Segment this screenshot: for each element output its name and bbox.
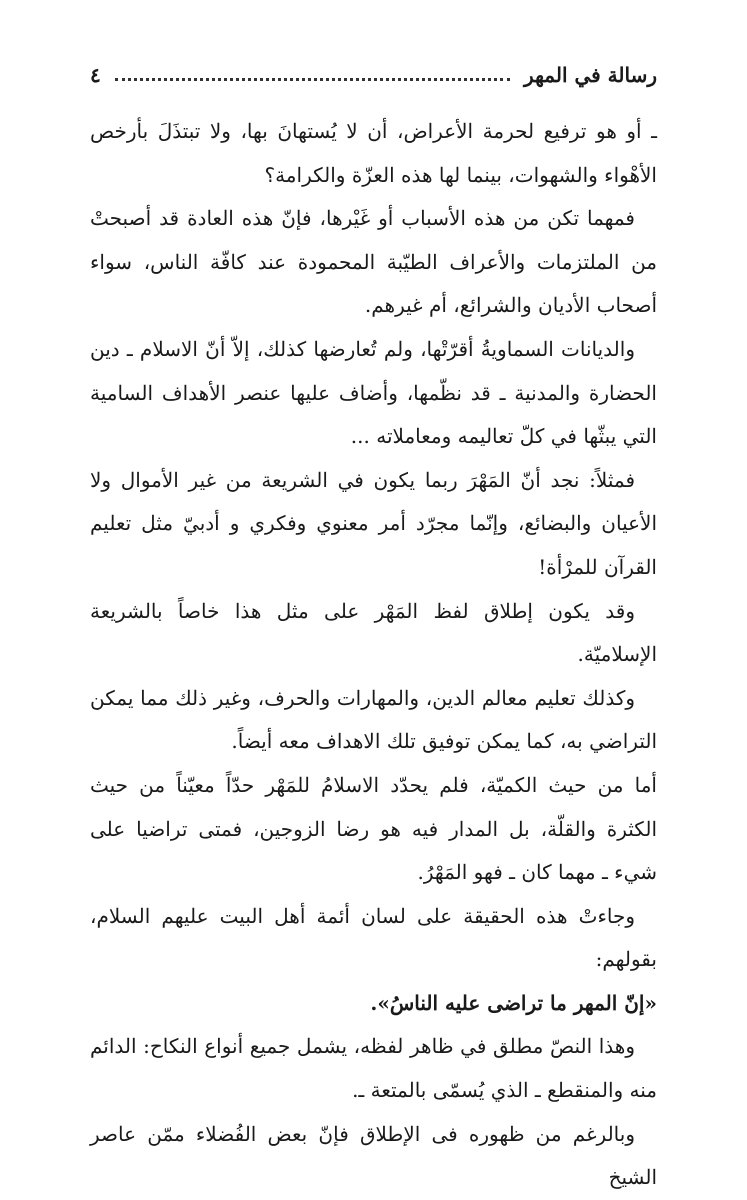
- header-title: رسالة في المهر: [524, 63, 657, 87]
- paragraph: والديانات السماويةُ أقرّتْها، ولم تُعارضها كذلك، إلاّ أنّ الاسلام ـ دين الحضارة والمدنية ـ قد نظّمها، وأضاف عليها عنصر الأهداف السامية التي يبثّها في كلّ تعاليمه ومعاملاته ...: [90, 336, 657, 449]
- paragraph: ـ أو هو ترفيع لحرمة الأعراض، أن لا يُستهانَ بها، ولا تبتذَلَ بأرخص الأهْواء والشهوات، بينما لها هذه العزّة والكرامة؟: [90, 119, 657, 187]
- paragraph: وهذا النصّ مطلق في ظاهر لفظه، يشمل جميع أنواع النكاح: الدائم منه والمنقطع ـ الذي يُسمّى بالمتعة ـ.: [90, 1034, 657, 1103]
- running-header: [90, 58, 657, 92]
- paragraph: فمهما تكن من هذه الأسباب أو غَيْرها، فإنّ هذه العادة قد أصبحتْ من الملتزمات والأعراف الطيّبة المحمودة عند كافّة الناس، سواء أصحاب الأديان والشرائع، أم غيرهم.: [90, 206, 657, 318]
- header-dot-leader: [115, 78, 510, 81]
- paragraph: وجاءتْ هذه الحقيقة على لسان أئمة أهل البيت عليهم السلام، بقولهم:: [90, 903, 657, 972]
- paragraph: وقد يكون إطلاق لفظ المَهْر على مثل هذا خاصاً بالشريعة الإسلاميّة.: [90, 598, 657, 667]
- hadith-quote: «إنّ المهر ما تراضى عليه الناسُ».: [370, 990, 657, 1015]
- page-number: ٤: [90, 63, 101, 87]
- paragraph: وكذلك تعليم معالم الدين، والمهارات والحرف، وغير ذلك مما يمكن التراضي به، كما يمكن توفيق تلك الاهداف معه أيضاً.: [90, 685, 657, 754]
- paragraph: وبالرغم من ظهوره فى الإطلاق فإنّ بعض الفُضلاء ممّن عاصر الشيخ: [90, 1121, 657, 1190]
- paragraph: فمثلاً: نجد أنّ المَهْرَ ربما يكون في الشريعة من غير الأموال ولا الأعيان والبضائع، وإنّما مجرّد أمر معنوي وفكري و أدبيّ مثل تعليم القرآن للمرْأة!: [90, 467, 657, 579]
- body-text: [90, 110, 657, 1200]
- paragraph: أما من حيث الكميّة، فلم يحدّد الاسلامُ للمَهْر حدّاً معيّناً من حيث الكثرة والقلّة، بل المدار فيه هو رضا الزوجين، فمتى تراضيا على شيء ـ مهما كان ـ فهو المَهْرُ.: [90, 772, 657, 885]
